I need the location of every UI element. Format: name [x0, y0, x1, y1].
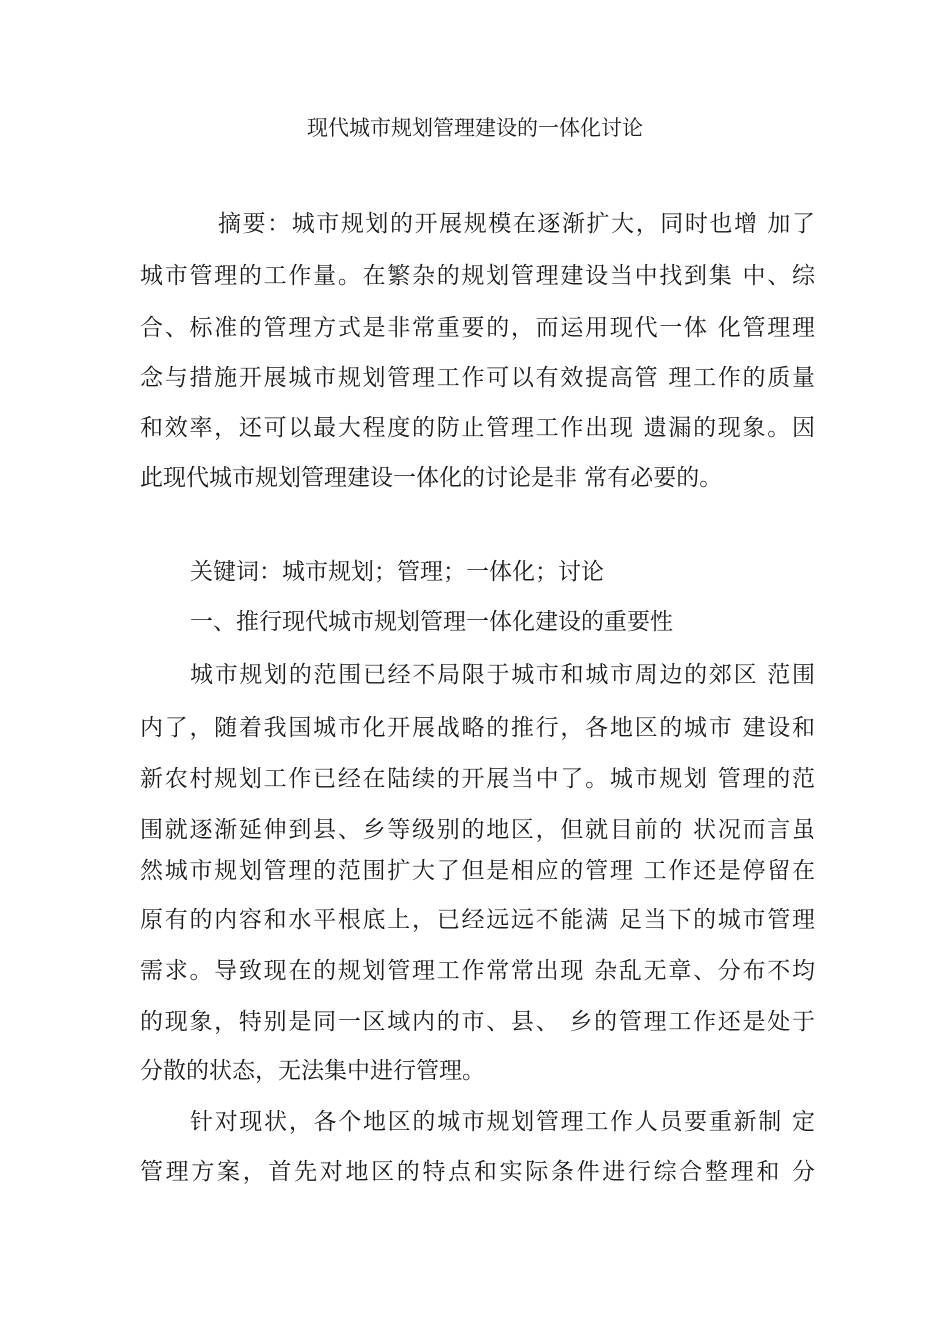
keywords: 关键词：城市规划；管理；一体化；讨论	[190, 559, 604, 585]
abstract-line: 此现代城市规划管理建设一体化的讨论是非 常有必要的。	[140, 465, 723, 491]
document-title: 现代城市规划管理建设的一体化讨论	[307, 116, 643, 140]
abstract-line: 摘要：城市规划的开展规模在逐渐扩大，同时也增 加了	[218, 211, 815, 237]
paragraph-line: 新农村规划工作已经在陆续的开展当中了。城市规划 管理的范	[140, 766, 815, 792]
paragraph-line: 的现象，特别是同一区域内的市、县、 乡的管理工作还是处于	[140, 1009, 815, 1035]
paragraph-line: 针对现状，各个地区的城市规划管理工作人员要重新制 定	[190, 1109, 815, 1135]
abstract-line: 城市管理的工作量。在繁杂的规划管理建设当中找到集 中、综	[140, 263, 815, 289]
paragraph-line: 管理方案，首先对地区的特点和实际条件进行综合整理和 分	[140, 1159, 815, 1185]
abstract-line: 和效率，还可以最大程度的防止管理工作出现 遗漏的现象。因	[140, 415, 815, 441]
paragraph-line: 内了，随着我国城市化开展战略的推行，各地区的城市 建设和	[140, 715, 815, 741]
section-heading: 一、推行现代城市规划管理一体化建设的重要性	[190, 609, 673, 635]
paragraph-line: 围就逐渐延伸到县、乡等级别的地区，但就目前的 状况而言虽	[140, 817, 815, 843]
abstract-line: 念与措施开展城市规划管理工作可以有效提高管 理工作的质量	[140, 365, 815, 391]
paragraph-line: 原有的内容和水平根底上，已经远远不能满 足当下的城市管理	[140, 907, 815, 933]
paragraph-line: 城市规划的范围已经不局限于城市和城市周边的郊区 范围	[190, 662, 815, 688]
paragraph-line: 分散的状态，无法集中进行管理。	[140, 1058, 485, 1084]
paragraph-line: 然城市规划管理的范围扩大了但是相应的管理 工作还是停留在	[140, 858, 815, 884]
paragraph-line: 需求。导致现在的规划管理工作常常出现 杂乱无章、分布不均	[140, 958, 815, 984]
abstract-line: 合、标准的管理方式是非常重要的，而运用现代一体 化管理理	[140, 315, 815, 341]
